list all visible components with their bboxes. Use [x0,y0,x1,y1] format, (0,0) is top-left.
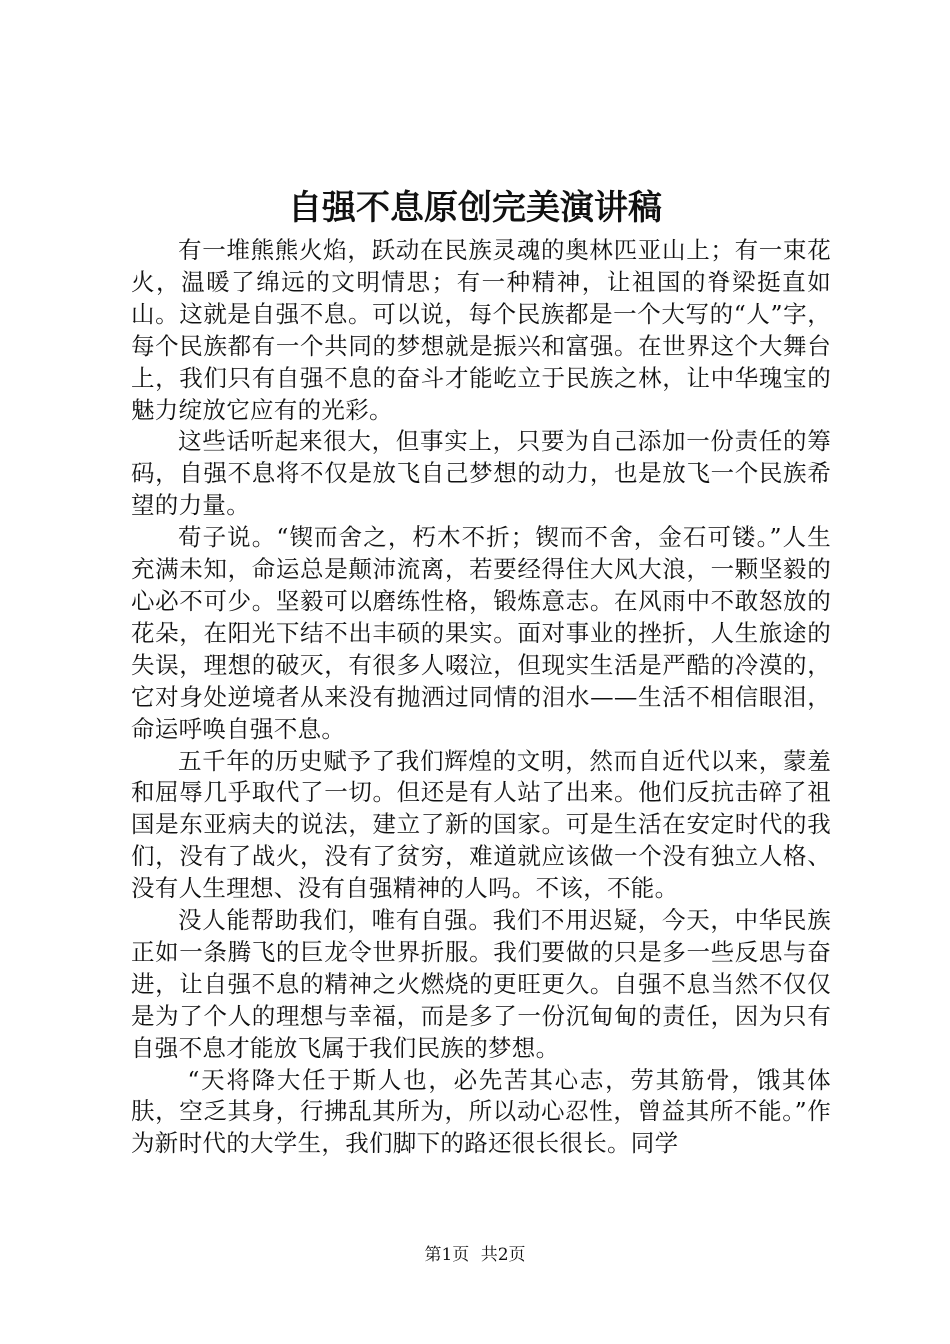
document-body [131,235,831,1160]
document-title: 自强不息原创完美演讲稿 [288,188,662,228]
paragraph: “天将降大任于斯人也，必先苦其心志，劳其筋骨，饿其体肤，空乏其身，行拂乱其所为，所以动心忍性，曾益其所不能。”作为新时代的大学生，我们脚下的路还很长很长。同学 [131,1065,831,1158]
paragraph: 这些话听起来很大，但事实上，只要为自己添加一份责任的筹码，自强不息将不仅是放飞自己梦想的动力，也是放飞一个民族希望的力量。 [131,427,831,520]
paragraph: 没人能帮助我们，唯有自强。我们不用迟疑，今天，中华民族正如一条腾飞的巨龙令世界折服。我们要做的只是多一些反思与奋进，让自强不息的精神之火燃烧的更旺更久。自强不息当然不仅仅是为了个人的理想与幸福，而是多了一份沉甸甸的责任，因为只有自强不息才能放飞属于我们民族的梦想。 [131,906,831,1062]
page-total: 共2页 [480,1245,526,1265]
page-number: 第1页 [424,1245,470,1265]
paragraph: 有一堆熊熊火焰，跃动在民族灵魂的奥林匹亚山上；有一束花火，温暖了绵远的文明情思；有一种精神，让祖国的脊梁挺直如山。这就是自强不息。可以说，每个民族都是一个大写的“人”字，每个民族都有一个共同的梦想就是振兴和富强。在世界这个大舞台上，我们只有自强不息的奋斗才能屹立于民族之林，让中华瑰宝的魅力绽放它应有的光彩。 [131,236,831,424]
paragraph: 五千年的历史赋予了我们辉煌的文明，然而自近代以来，蒙羞和屈辱几乎取代了一切。但还是有人站了出来。他们反抗击碎了祖国是东亚病夫的说法，建立了新的国家。可是生活在安定时代的我们，没有了战火，没有了贫穷，难道就应该做一个没有独立人格、没有人生理想、没有自强精神的人吗。不该，不能。 [131,746,831,903]
page-footer [0,1243,950,1267]
paragraph: 荀子说。“锲而舍之，朽木不折；锲而不舍，金石可镂。”人生充满未知，命运总是颠沛流离，若要经得住大风大浪，一颗坚毅的心必不可少。坚毅可以磨练性格，锻炼意志。在风雨中不敢怒放的花朵，在阳光下结不出丰硕的果实。面对事业的挫折，人生旅途的失误，理想的破灭，有很多人啜泣，但现实生活是严酷的冷漠的，它对身处逆境者从来没有抛洒过同情的泪水——生活不相信眼泪，命运呼唤自强不息。 [131,523,831,743]
